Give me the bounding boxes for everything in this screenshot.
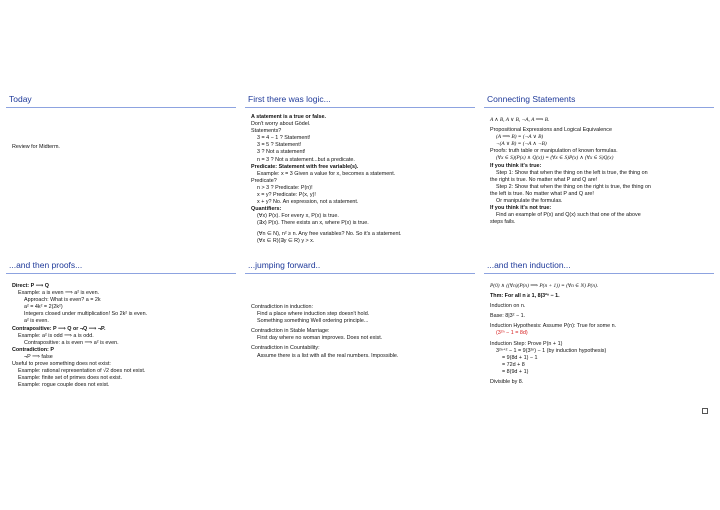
text-line: n > 3 ? Predicate: P(n)!	[257, 184, 313, 191]
text-line: Induction Hypothesis: Assume P(n): True for some n.	[490, 323, 617, 330]
text-line: Example: finite set of primes does not exist.	[18, 375, 122, 382]
text-line: 3²ⁿ⁺² − 1 = 9(3²ⁿ) − 1 (by induction hypothesis)	[496, 347, 607, 354]
text-line: Induction on n.	[490, 303, 526, 310]
text-line: If you think it's true:	[490, 162, 542, 169]
text-line: First day where no woman improves. Does not exist.	[257, 335, 383, 342]
slide-logic	[245, 92, 475, 252]
text-line: Example: a is even ⟹ a² is even.	[18, 290, 100, 297]
text-line: Example: a² is odd ⟹ a is odd.	[18, 332, 94, 339]
slide-today	[6, 92, 236, 252]
text-line: Example: rogue couple does not exist.	[18, 382, 110, 389]
text-line: Approach: What is even? a = 2k	[24, 297, 101, 304]
text-line: Thm: For all n ≥ 1, 8|3²ⁿ − 1.	[490, 293, 560, 300]
text-line: Example: rational representation of √2 does not exist.	[18, 368, 146, 375]
text-line: 3 = 4 − 1 ? Statement!	[257, 135, 311, 142]
text-line: A statement is a true or false.	[251, 114, 326, 120]
slide-title: ...and then proofs...	[6, 258, 236, 274]
text-line: Find a place where induction step doesn't hold.	[257, 311, 370, 318]
text-line: Step 2: Show that when the thing on the right is true, the thing on	[496, 183, 651, 190]
text-line: (∀n ∈ N), n² ≥ n. Any free variables? No. So it's a statement.	[257, 230, 402, 237]
text-line: If you think it's not true:	[490, 205, 552, 212]
text-line: Contrapositive: a is even ⟹ a² is even.	[24, 339, 119, 346]
text-line: Or manipulate the formulas.	[496, 198, 563, 205]
text-line: Review for Midterm.	[12, 144, 60, 150]
text-line: = 8(9d + 1)	[502, 368, 529, 375]
text-line: the left is true. No matter what P and Q are!	[490, 190, 594, 197]
text-line: Something something Well ordering principle...	[257, 318, 369, 325]
text-line: (∀x ∈ R)(∃y ∈ R) y > x.	[257, 237, 315, 244]
slide-body	[484, 280, 714, 386]
text-line: Contradiction: P	[12, 346, 54, 353]
text-line: Integers closed under multiplication! So 2k² is even.	[24, 311, 148, 318]
text-line: Quantifiers:	[251, 206, 282, 213]
text-line: Predicate: Statement with free variable(s).	[251, 163, 359, 170]
text-line: = 9(8d + 1) − 1	[502, 354, 538, 361]
text-line: = 72d + 8	[502, 361, 525, 368]
text-line: Example: x = 3 Given a value for x, becomes a statement.	[257, 170, 396, 177]
text-line: Propositional Expressions and Logical Equivalence	[490, 127, 612, 134]
text-line: (∀x) P(x). For every x, P(x) is true.	[257, 213, 339, 220]
text-line: (∀x ∈ S)(P(x) ∧ Q(x)) ≡ (∀x ∈ S)P(x) ∧ (∀x ∈ S)Q(x)	[496, 155, 614, 162]
qed-box-icon	[702, 408, 708, 414]
slide-body	[6, 114, 236, 151]
text-line: (A ⟹ B) ≡ (¬A ∨ B)	[496, 134, 544, 141]
slide-title: Today	[6, 92, 236, 108]
text-line: ¬P ⟹ false	[24, 353, 53, 360]
text-line: Useful to prove something does not exist:	[12, 361, 111, 368]
slide-title: ...jumping forward..	[245, 258, 475, 274]
text-line: Step 1: Show that when the thing on the left is true, the thing on	[496, 169, 648, 176]
text-line: 3 ? Not a statement!	[257, 149, 306, 156]
text-line: (∃x) P(x). There exists an x, where P(x) is true.	[257, 220, 369, 227]
text-line: Statements?	[251, 128, 282, 135]
text-line: a² = 4k² = 2(2k²)	[24, 304, 63, 311]
slide-body	[484, 114, 714, 226]
text-line: Direct: P ⟹ Q	[12, 283, 49, 289]
slide-connecting-statements	[484, 92, 714, 252]
slide-body	[245, 280, 475, 360]
text-line: Contradiction in induction:	[251, 304, 314, 310]
text-line: x + y? No. An expression, not a statement.	[257, 199, 359, 206]
text-line: Contrapositive: P ⟹ Q or ¬Q ⟹ ¬P.	[12, 325, 106, 332]
text-line: Contradiction in Countability:	[251, 345, 320, 352]
text-line: Divisible by 8.	[490, 379, 524, 386]
slide-body	[6, 280, 236, 389]
text-line: Assume there is a list with all the real numbers. Impossible.	[257, 352, 399, 359]
text-line: Induction Step: Prove P(n + 1)	[490, 340, 563, 347]
slide-title: First there was logic...	[245, 92, 475, 108]
text-line: Find an example of P(x) and Q(x) such that one of the above	[496, 212, 641, 219]
text-line: Base: 8|3² − 1.	[490, 313, 526, 320]
text-line: P(0) ∧ ((∀n)(P(n) ⟹ P(n + 1)) ≡ (∀n ∈ N) P(n).	[490, 283, 599, 289]
text-line: (3²ⁿ − 1 = 8d)	[496, 330, 528, 337]
text-line: x = y? Predicate: P(x, y)!	[257, 192, 316, 199]
text-line: ¬(A ∨ B) ≡ (¬A ∧ ¬B)	[496, 141, 547, 148]
text-line: Don't worry about Gödel.	[251, 121, 311, 128]
text-line: Predicate?	[251, 177, 277, 184]
text-line: 3 = 5 ? Statement!	[257, 142, 302, 149]
slide-title: Connecting Statements	[484, 92, 714, 108]
slide-proofs	[6, 258, 236, 418]
text-line: steps fails.	[490, 219, 516, 226]
slide-title: ...and then induction...	[484, 258, 714, 274]
slide-jumping-forward	[245, 258, 475, 418]
slide-induction	[484, 258, 714, 418]
text-line: n = 3 ? Not a statement...but a predicate.	[257, 156, 355, 163]
text-line: Contradiction in Stable Marriage:	[251, 328, 330, 335]
slide-body	[245, 114, 475, 245]
text-line: the right is true. No matter what P and Q are!	[490, 176, 598, 183]
text-line: A ∧ B, A ∨ B, ¬A, A ⟹ B.	[490, 117, 550, 123]
text-line: Proofs: truth table or manipulation of known formulas.	[490, 148, 618, 155]
text-line: a² is even.	[24, 318, 49, 325]
